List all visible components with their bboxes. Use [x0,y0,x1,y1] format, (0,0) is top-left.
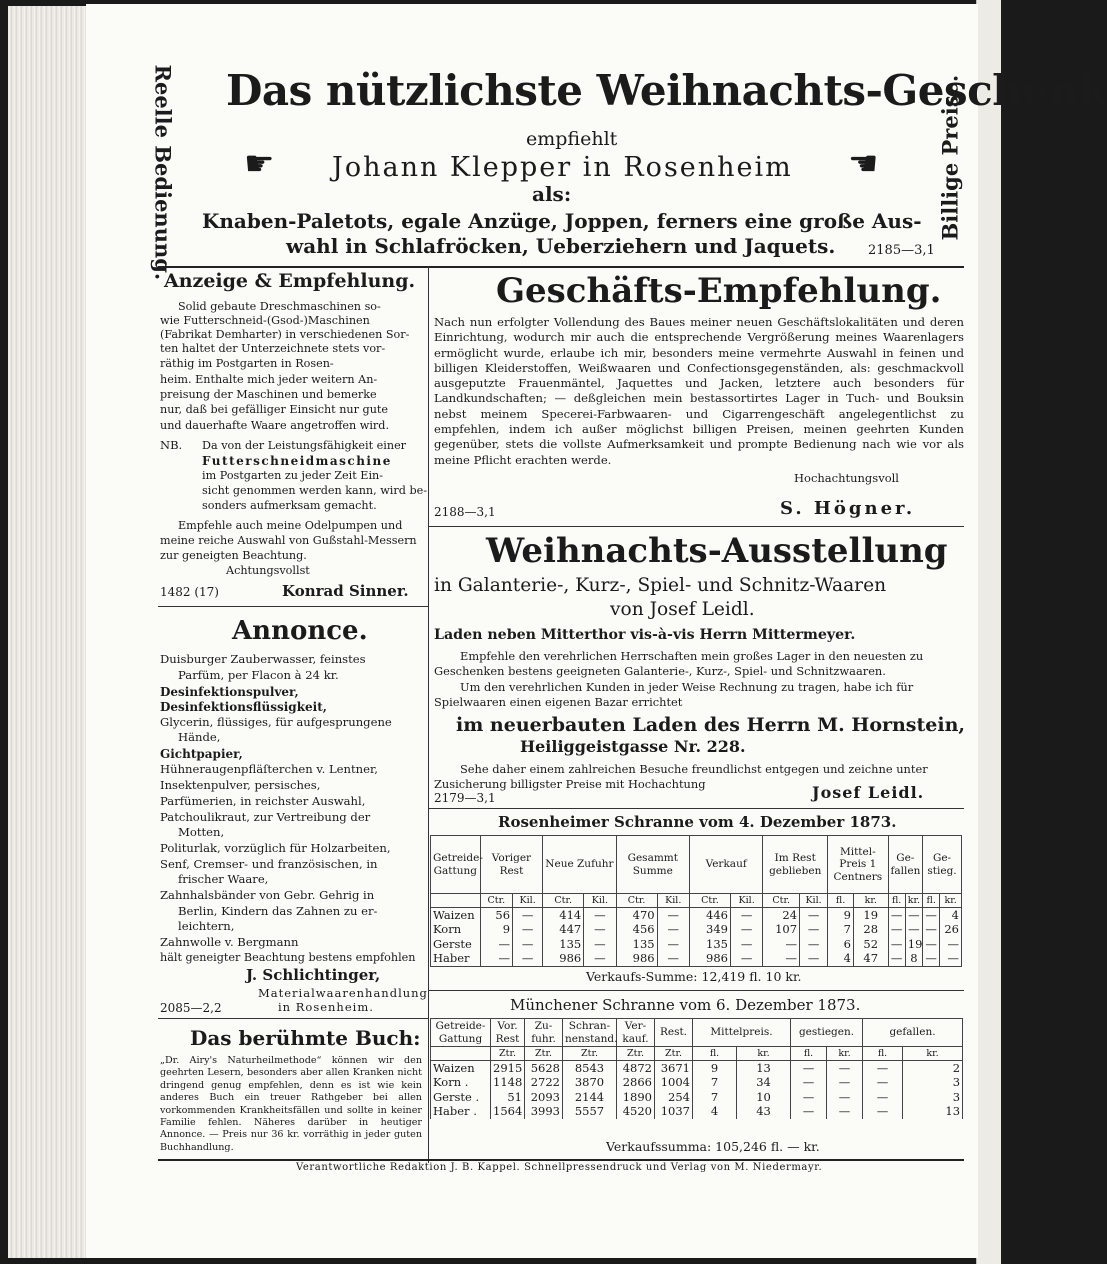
annonce-line: Zahnhalsbänder von Gebr. Gehrig in [160,888,375,902]
schranne1-unit: fl. [828,894,854,908]
schranne1-row [431,937,962,951]
schranne1-cell: — [888,922,905,936]
schranne1-cell: — [800,908,828,923]
schranne1-cell: — [657,922,689,936]
schranne1-cell: — [730,922,762,936]
schranne2-cell: 4872 [617,1061,655,1076]
schranne1-header: Ge-stieg. [923,836,962,894]
schranne2-unit: Ztr. [491,1047,525,1061]
schranne1-cell: — [940,937,962,951]
annonce-line: Motten, [178,825,225,839]
schranne1-cell: — [513,908,543,923]
annonce-line: Insektenpulver, persisches, [160,778,321,792]
schranne1-cell: 986 [689,951,730,966]
schranne1-cell: 135 [543,937,584,951]
schranne1-header: Neue Zufuhr [543,836,616,894]
schranne1-total: Verkaufs-Summe: 12,419 fl. 10 kr. [586,969,802,984]
schranne2-cell: — [791,1090,827,1104]
schranne2-row [431,1075,963,1089]
annonce-line: Berlin, Kindern das Zahnen zu er- [178,904,378,918]
schranne2-header: gefallen. [863,1019,963,1047]
schranne2-unit [431,1047,491,1061]
schranne2-unit: Ztr. [655,1047,693,1061]
schranne1-cell: 28 [853,922,888,936]
schranne1-cell: 107 [763,922,800,936]
schranne1-cell: — [888,908,905,923]
schranne2-header: Getreide-Gattung [431,1019,491,1047]
ausstellung-title: Weihnachts-Ausstellung [486,531,948,571]
schranne2-cell: 1037 [655,1104,693,1118]
schranne2-title: Münchener Schranne vom 6. Dezember 1873. [510,996,861,1014]
schranne2-cell: 3671 [655,1061,693,1076]
schranne2-cell: 1148 [491,1075,525,1089]
schranne1-cell: — [730,937,762,951]
schranne1-cell: — [513,937,543,951]
ausstellung-text3: Sehe daher einem zahlreichen Besuche freundlichst entgegen und zeichne unter Zusicherung billigster Preise mit Hochachtung [434,762,928,791]
schranne2-cell: 43 [737,1104,791,1118]
schranne2-unit: Ztr. [617,1047,655,1061]
schranne2-unit: fl. [693,1047,737,1061]
schranne2-row [431,1104,963,1118]
annonce-line: Gichtpapier, [160,747,243,761]
schranne2-cell: — [791,1061,827,1076]
schranne1-cell: — [657,937,689,951]
annonce-line: Glycerin, flüssiges, für aufgesprungene [160,715,392,729]
left-pointing-hand-icon: ☛ [244,144,275,184]
column-rule [428,266,429,1163]
schranne1-cell: — [923,951,940,966]
schranne1-cell: 52 [853,937,888,951]
annonce-line: Senf, Cremser- und französischen, in [160,857,378,871]
schranne1-unit: Kil. [584,894,616,908]
schranne2-cell: 1564 [491,1104,525,1118]
schranne2-cell: 1890 [617,1090,655,1104]
annonce-signature: J. Schlichtinger, [246,966,381,984]
schranne1-cell: 986 [543,951,584,966]
annonce-line: frischer Waare, [178,872,269,886]
schranne1-cell: — [657,951,689,966]
schranne2-unit: kr. [903,1047,963,1061]
schranne1-row [431,951,962,966]
schranne1-cell: — [923,908,940,923]
schranne1-cell: 24 [763,908,800,923]
schranne1-cell: — [905,922,922,936]
schranne2-cell: 2866 [617,1075,655,1089]
ausstellung-text1: Empfehle den verehrlichen Herrschaften mein großes Lager in den neuesten zu Geschenken bestens geeigneten Galanterie-, Kurz-, Spiel- und Schnitzwaaren. [434,649,924,678]
annonce-line: Parfüm, per Flacon à 24 kr. [178,668,339,682]
schranne1-unit: fl. [923,894,940,908]
left-rule [158,606,428,607]
anzeige-signature: Konrad Sinner. [282,582,409,600]
schranne1-cell: — [888,937,905,951]
schranne2-cell: 2722 [525,1075,563,1089]
anzeige-regards: Achtungsvollst [226,564,310,577]
schranne1-cell: 447 [543,922,584,936]
schranne1-cell: — [923,937,940,951]
ausstellung-sub3: Laden neben Mitterthor vis-à-vis Herrn Mittermeyer. [434,627,856,643]
anzeige-line: und dauerhafte Waare angetroffen wird. [160,419,389,432]
schranne1-cell: — [905,908,922,923]
schranne1-cell: — [800,922,828,936]
schranne2-cell: 51 [491,1090,525,1104]
anzeige-line: preisung der Maschinen und bemerke [160,388,377,401]
schranne1-unit: Ctr. [616,894,657,908]
newspaper-page [86,4,1107,1258]
anzeige-line: wie Futterschneid-(Gsod-)Maschinen [160,314,370,327]
schranne1-unit: Kil. [800,894,828,908]
schranne1-cell: — [730,951,762,966]
schranne1-cell: — [763,951,800,966]
schranne1-cell: 135 [689,937,730,951]
schranne2-cell: 3 [903,1075,963,1089]
header-left-vertical: Reelle Bedienung. [150,64,176,281]
schranne2-cell: — [827,1090,863,1104]
schranne1-cell: Waizen [431,908,481,923]
schranne1-cell: 26 [940,922,962,936]
schranne2-unit: kr. [737,1047,791,1061]
schranne1-cell: 9 [828,908,854,923]
ausstellung-big2: Heiliggeistgasse Nr. 228. [520,737,746,756]
schranne1-header: Im Rest geblieben [763,836,828,894]
schranne1-cell: — [480,951,512,966]
ausstellung-ref: 2179—3,1 [434,791,496,805]
schranne2-row [431,1061,963,1076]
header-merchant: Johann Klepper in Rosenheim [332,152,793,183]
schranne2-cell: 3 [903,1090,963,1104]
schranne1-cell: 986 [616,951,657,966]
schranne1-cell: — [730,908,762,923]
anzeige-nb-line: sonders aufmerksam gemacht. [202,499,377,512]
schranne2-unit: kr. [827,1047,863,1061]
schranne2-cell: — [863,1075,903,1089]
schranne1-unit: kr. [853,894,888,908]
schranne2-cell: 13 [903,1104,963,1118]
geschaeft-text: Nach nun erfolgter Vollendung des Baues meiner neuen Geschäftslokalitäten und deren Einrichtung, wodurch mir auch die entsprechende Vergrößerung meines Waarenlagers ermöglicht wurde, erlaube ich mir, besonders meine vermehrte Auswahl in feinen und billigen Kleiderstoffen, Weißwaaren und Confectionsgegenständen, als: geschmackvoll ausgeputzte Frauenmäntel, Jaquettes und Jacken, letztere auch besonders für Landkundschaften; — deßgleichen mein bestassortirtes Lager in Tuch- und Bouksin nebst meinem Specerei-Farbwaaren- und Cigarrengeschäft angelegentlichst zu empfehlen, indem ich außer möglichst billigen Preisen, meinen geehrten Kunden gegenüber, stets die vollste Aufmerksamkeit und prompte Bedienung nach wie vor als meine Pflicht erachten werde. [434,315,964,467]
schranne2-cell: 13 [737,1061,791,1076]
schranne2-cell: Haber . [431,1104,491,1118]
schranne2-total: Verkaufssumma: 105,246 fl. — kr. [606,1139,820,1154]
schranne1-cell: — [888,951,905,966]
schranne2-cell: Waizen [431,1061,491,1076]
header-title: Das nützlichste Weihnachts-Geschenk [226,66,1107,115]
anzeige-line: (Fabrikat Demharter) in verschiedenen Sor- [160,328,410,341]
anzeige-ref: 1482 (17) [160,585,219,599]
header-subtitle: empfiehlt [526,128,618,150]
schranne2-cell: 8543 [563,1061,617,1076]
schranne2-cell: 34 [737,1075,791,1089]
schranne2-header: Rest. [655,1019,693,1047]
schranne1-unit [431,894,481,908]
schranne1-cell: 47 [853,951,888,966]
schranne2-cell: 4 [693,1104,737,1118]
schranne2-cell: Gerste . [431,1090,491,1104]
schranne1-unit: Ctr. [763,894,800,908]
schranne1-unit: Kil. [730,894,762,908]
schranne1-cell: Haber [431,951,481,966]
annonce-title: Annonce. [232,616,368,646]
schranne1-cell: — [800,937,828,951]
schranne1-cell: 456 [616,922,657,936]
left-rule [158,1018,428,1019]
right-pointing-hand-icon: ☛ [848,144,879,184]
annonce-line: Patchoulikraut, zur Vertreibung der [160,810,371,824]
schranne1-title: Rosenheimer Schranne vom 4. Dezember 1873. [498,813,897,831]
header-als: als: [532,182,572,206]
schranne2-unit: Ztr. [563,1047,617,1061]
schranne1-unit: Ctr. [543,894,584,908]
schranne2-cell: 5628 [525,1061,563,1076]
next-page-edge [976,0,1001,1264]
schranne1-cell: — [584,937,616,951]
schranne1-cell: — [584,922,616,936]
schranne1-cell: 19 [905,937,922,951]
geschaeft-title: Geschäfts-Empfehlung. [496,271,942,311]
schranne1-cell: 414 [543,908,584,923]
schranne1-cell: 9 [480,922,512,936]
anzeige-nb-line: im Postgarten zu jeder Zeit Ein- [202,469,384,482]
schranne2-cell: 2144 [563,1090,617,1104]
annonce-line: leichtern, [178,919,235,933]
schranne1-cell: 470 [616,908,657,923]
schranne1-header: Getreide-Gattung [431,836,481,894]
header-line-2: wahl in Schlafröcken, Ueberziehern und Jaquets. [286,234,836,258]
schranne2-cell: 2915 [491,1061,525,1076]
schranne1-cell: 7 [828,922,854,936]
schranne1-unit: kr. [905,894,922,908]
right-rule [428,526,964,527]
schranne1-header: Mittel-Preis 1 Centners [828,836,888,894]
annonce-line: Parfümerien, in reichster Auswahl, [160,794,366,808]
schranne1-cell: — [923,922,940,936]
anzeige-closing-line: meine reiche Auswahl von Gußstahl-Messern [160,534,417,547]
schranne1-cell: 4 [828,951,854,966]
annonce-ref: 2085—2,2 [160,1001,222,1015]
schranne2-cell: 2093 [525,1090,563,1104]
anzeige-nb-line: Da von der Leistungsfähigkeit einer [202,439,407,452]
ausstellung-sub1: in Galanterie-, Kurz-, Spiel- und Schnitz-Waaren [434,575,887,596]
header-line-1: Knaben-Paletots, egale Anzüge, Joppen, ferners eine große Aus- [202,209,922,233]
buch-text: „Dr. Airy's Naturheilmethode“ können wir den geehrten Lesern, besonders aber allen Kranken nicht dringend genug empfehlen, denn es ist wie kein anderes Buch ein treuer Rathgeber bei allen vorkommenden Krankheitsfällen und sollte in keiner Familie fehlen. Näheres darüber in heutiger Annonce. — Preis nur 36 kr. vorräthig in jeder guten Buchhandlung. [160,1055,422,1153]
book-page-edges [8,6,88,1258]
schranne2-cell: 254 [655,1090,693,1104]
schranne2-table [430,1018,963,1119]
schranne1-cell: 8 [905,951,922,966]
schranne2-unit: fl. [791,1047,827,1061]
schranne2-cell: 4520 [617,1104,655,1118]
annonce-line: Desinfektionspulver, [160,685,299,699]
schranne2-cell: — [791,1075,827,1089]
geschaeft-ref: 2188—3,1 [434,505,496,519]
schranne1-cell: — [513,922,543,936]
schranne2-cell: — [827,1104,863,1118]
schranne2-cell: — [863,1104,903,1118]
annonce-line: Hände, [178,730,221,744]
schranne1-cell: — [800,951,828,966]
anzeige-line: räthig im Postgarten in Rosen- [160,357,334,370]
schranne1-header: Verkauf [689,836,762,894]
footer-rule [158,1159,964,1161]
header-right-vertical: Billige Preise. [937,74,963,241]
right-rule [428,990,964,991]
schranne2-cell: — [791,1104,827,1118]
anzeige-nb-label: NB. [160,438,183,452]
schranne1-cell: 135 [616,937,657,951]
schranne2-cell: 1004 [655,1075,693,1089]
anzeige-line: heim. Enthalte mich jeder weitern An- [160,373,378,386]
anzeige-line: ten haltet der Unterzeichnete stets vor- [160,342,386,355]
annonce-firm: Materialwaarenhandlung [258,986,428,1000]
right-rule [428,808,964,809]
schranne1-cell: 446 [689,908,730,923]
schranne2-unit: Ztr. [525,1047,563,1061]
annonce-line: hält geneigter Beachtung bestens empfohlen [160,951,416,964]
schranne1-unit: Kil. [657,894,689,908]
schranne2-cell: 5557 [563,1104,617,1118]
schranne1-cell: — [584,908,616,923]
annonce-line: Politurlak, vorzüglich für Holzarbeiten, [160,841,391,855]
schranne1-table [430,835,962,967]
annonce-line: Zahnwolle v. Bergmann [160,935,299,949]
schranne1-unit: Ctr. [480,894,512,908]
schranne1-header: Ge-fallen [888,836,923,894]
annonce-line: Desinfektionsflüssigkeit, [160,700,327,714]
anzeige-line: Solid gebaute Dreschmaschinen so- [178,300,381,313]
anzeige-line: nur, daß bei gefälliger Einsicht nur gute [160,403,389,416]
schranne2-cell: 2 [903,1061,963,1076]
schranne2-header: Vor. Rest [491,1019,525,1047]
schranne2-cell: 7 [693,1075,737,1089]
annonce-line: Hühneraugenpfläſterchen v. Lentner, [160,762,378,776]
geschaeft-signature: S. Högner. [780,498,916,519]
header-rule [158,266,964,268]
schranne1-cell: — [584,951,616,966]
schranne2-cell: Korn . [431,1075,491,1089]
footer-imprint: Verantwortliche Redaktion J. B. Kappel. Schnellpressendruck und Verlag von M. Niedermayr. [296,1162,823,1173]
schranne1-unit: fl. [888,894,905,908]
schranne1-cell: — [940,951,962,966]
schranne1-cell: Korn [431,922,481,936]
schranne2-cell: 3870 [563,1075,617,1089]
schranne1-cell: — [513,951,543,966]
schranne1-unit: Ctr. [689,894,730,908]
anzeige-nb-line: Futterschneidmaschine [202,454,392,468]
schranne1-cell: 19 [853,908,888,923]
header-ref: 2185—3,1 [868,243,935,258]
schranne2-cell: — [827,1061,863,1076]
schranne1-cell: Gerste [431,937,481,951]
schranne2-unit: fl. [863,1047,903,1061]
schranne1-header: Voriger Rest [480,836,543,894]
schranne2-cell: — [827,1075,863,1089]
schranne2-header: Zu-fuhr. [525,1019,563,1047]
schranne2-cell: — [863,1090,903,1104]
anzeige-closing-line: zur geneigten Beachtung. [160,549,307,562]
buch-title: Das berühmte Buch: [190,1026,421,1050]
schranne2-cell: 7 [693,1090,737,1104]
schranne2-cell: — [863,1061,903,1076]
schranne1-cell: 4 [940,908,962,923]
schranne2-header: Mittelpreis. [693,1019,791,1047]
annonce-place: in Rosenheim. [278,1000,374,1014]
ausstellung-big1: im neuerbauten Laden des Herrn M. Hornstein, [456,714,966,736]
schranne2-row [431,1090,963,1104]
schranne1-row [431,908,962,923]
anzeige-nb-line: sicht genommen werden kann, wird be- [202,484,428,497]
schranne2-cell: 3993 [525,1104,563,1118]
schranne1-cell: — [763,937,800,951]
schranne1-row [431,922,962,936]
schranne2-header: Ver-kauf. [617,1019,655,1047]
schranne2-cell: 10 [737,1090,791,1104]
annonce-line: Duisburger Zauberwasser, feinstes [160,652,366,666]
ausstellung-signature: Josef Leidl. [812,783,925,802]
schranne1-cell: 349 [689,922,730,936]
schranne1-cell: — [657,908,689,923]
schranne1-cell: 56 [480,908,512,923]
schranne1-unit: Kil. [513,894,543,908]
schranne2-header: Schran-nenstand. [563,1019,617,1047]
schranne1-unit: kr. [940,894,962,908]
anzeige-closing-line: Empfehle auch meine Odelpumpen und [178,519,403,532]
anzeige-title: Anzeige & Empfehlung. [164,270,416,292]
schranne1-cell: 6 [828,937,854,951]
schranne1-cell: — [480,937,512,951]
geschaeft-regards: Hochachtungsvoll [794,471,899,485]
ausstellung-sub2: von Josef Leidl. [610,599,755,620]
ausstellung-text2: Um den verehrlichen Kunden in jeder Weise Rechnung zu tragen, habe ich für Spielwaaren einen eigenen Bazar errichtet [434,680,914,709]
schranne2-cell: 9 [693,1061,737,1076]
schranne2-header: gestiegen. [791,1019,863,1047]
schranne1-header: Gesammt Summe [616,836,689,894]
